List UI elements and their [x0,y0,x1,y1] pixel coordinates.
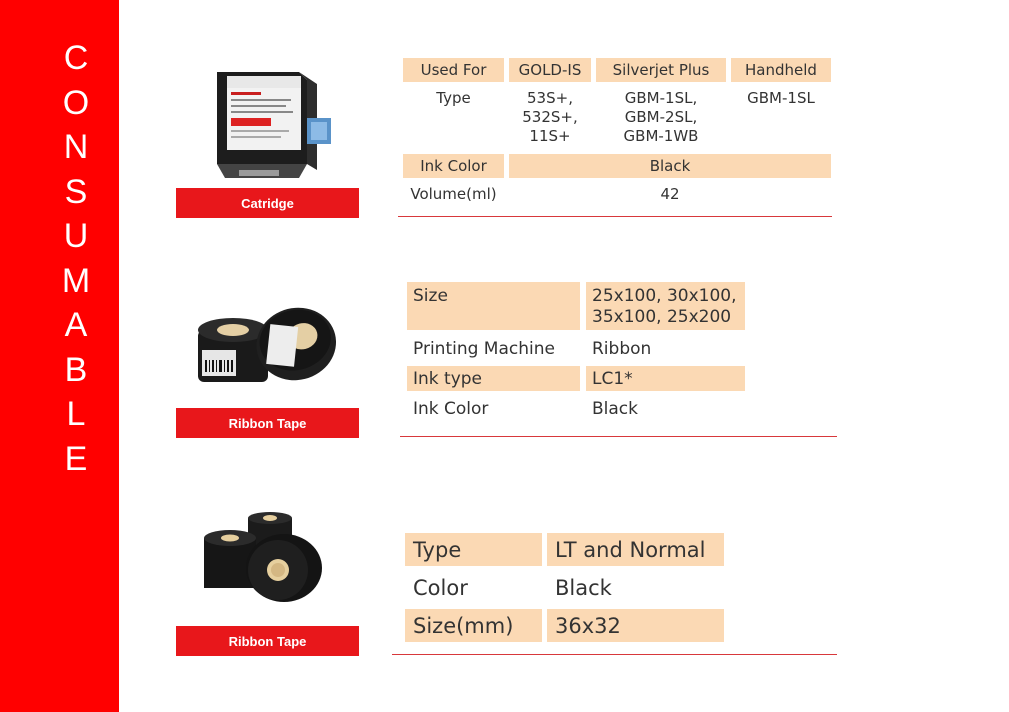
table-cell: Black [509,154,831,178]
divider [398,216,832,217]
table-cell: LT and Normal [547,533,724,566]
row-label: Type [436,89,471,107]
table-cell: 25x100, 30x100, 35x100, 25x200 [586,282,745,330]
row-key: Printing Machine [413,338,555,359]
row-label: Volume(ml) [410,185,497,203]
table-cell: Black [592,398,638,419]
table-cell: 42 [660,185,680,203]
product-label: Ribbon Tape [176,408,359,438]
row-label: Ink Color [403,154,504,178]
row-key: Ink Color [413,398,489,419]
table-cell: 53S+, 532S+, 11S+ [522,89,578,145]
table-header-cell: Used For [403,58,504,82]
table-cell: 36x32 [547,609,724,642]
ribbon-tape-rolls-icon [196,298,346,390]
row-key: Type [405,533,542,566]
table-header-cell: GOLD-IS [509,58,591,82]
table-cell: GBM-1SL [747,89,815,107]
table-cell: Black [555,575,612,600]
product-label: Ribbon Tape [176,626,359,656]
row-key: Ink type [407,366,580,391]
ink-cartridge-icon [199,66,334,181]
table-cell: GBM-1SL, GBM-2SL, GBM-1WB [623,89,699,145]
table-header-cell: Silverjet Plus [596,58,726,82]
row-key: Color [413,575,468,600]
row-key: Size(mm) [405,609,542,642]
table-header-cell: Handheld [731,58,831,82]
table-cell: Ribbon [592,338,652,359]
product-label: Catridge [176,188,359,218]
divider [392,654,837,655]
ink-roller-rolls-icon [200,512,325,604]
table-cell: LC1* [586,366,745,391]
divider [400,436,837,437]
row-key: Size [407,282,580,330]
section-title: CONSUMABLE [61,39,91,478]
